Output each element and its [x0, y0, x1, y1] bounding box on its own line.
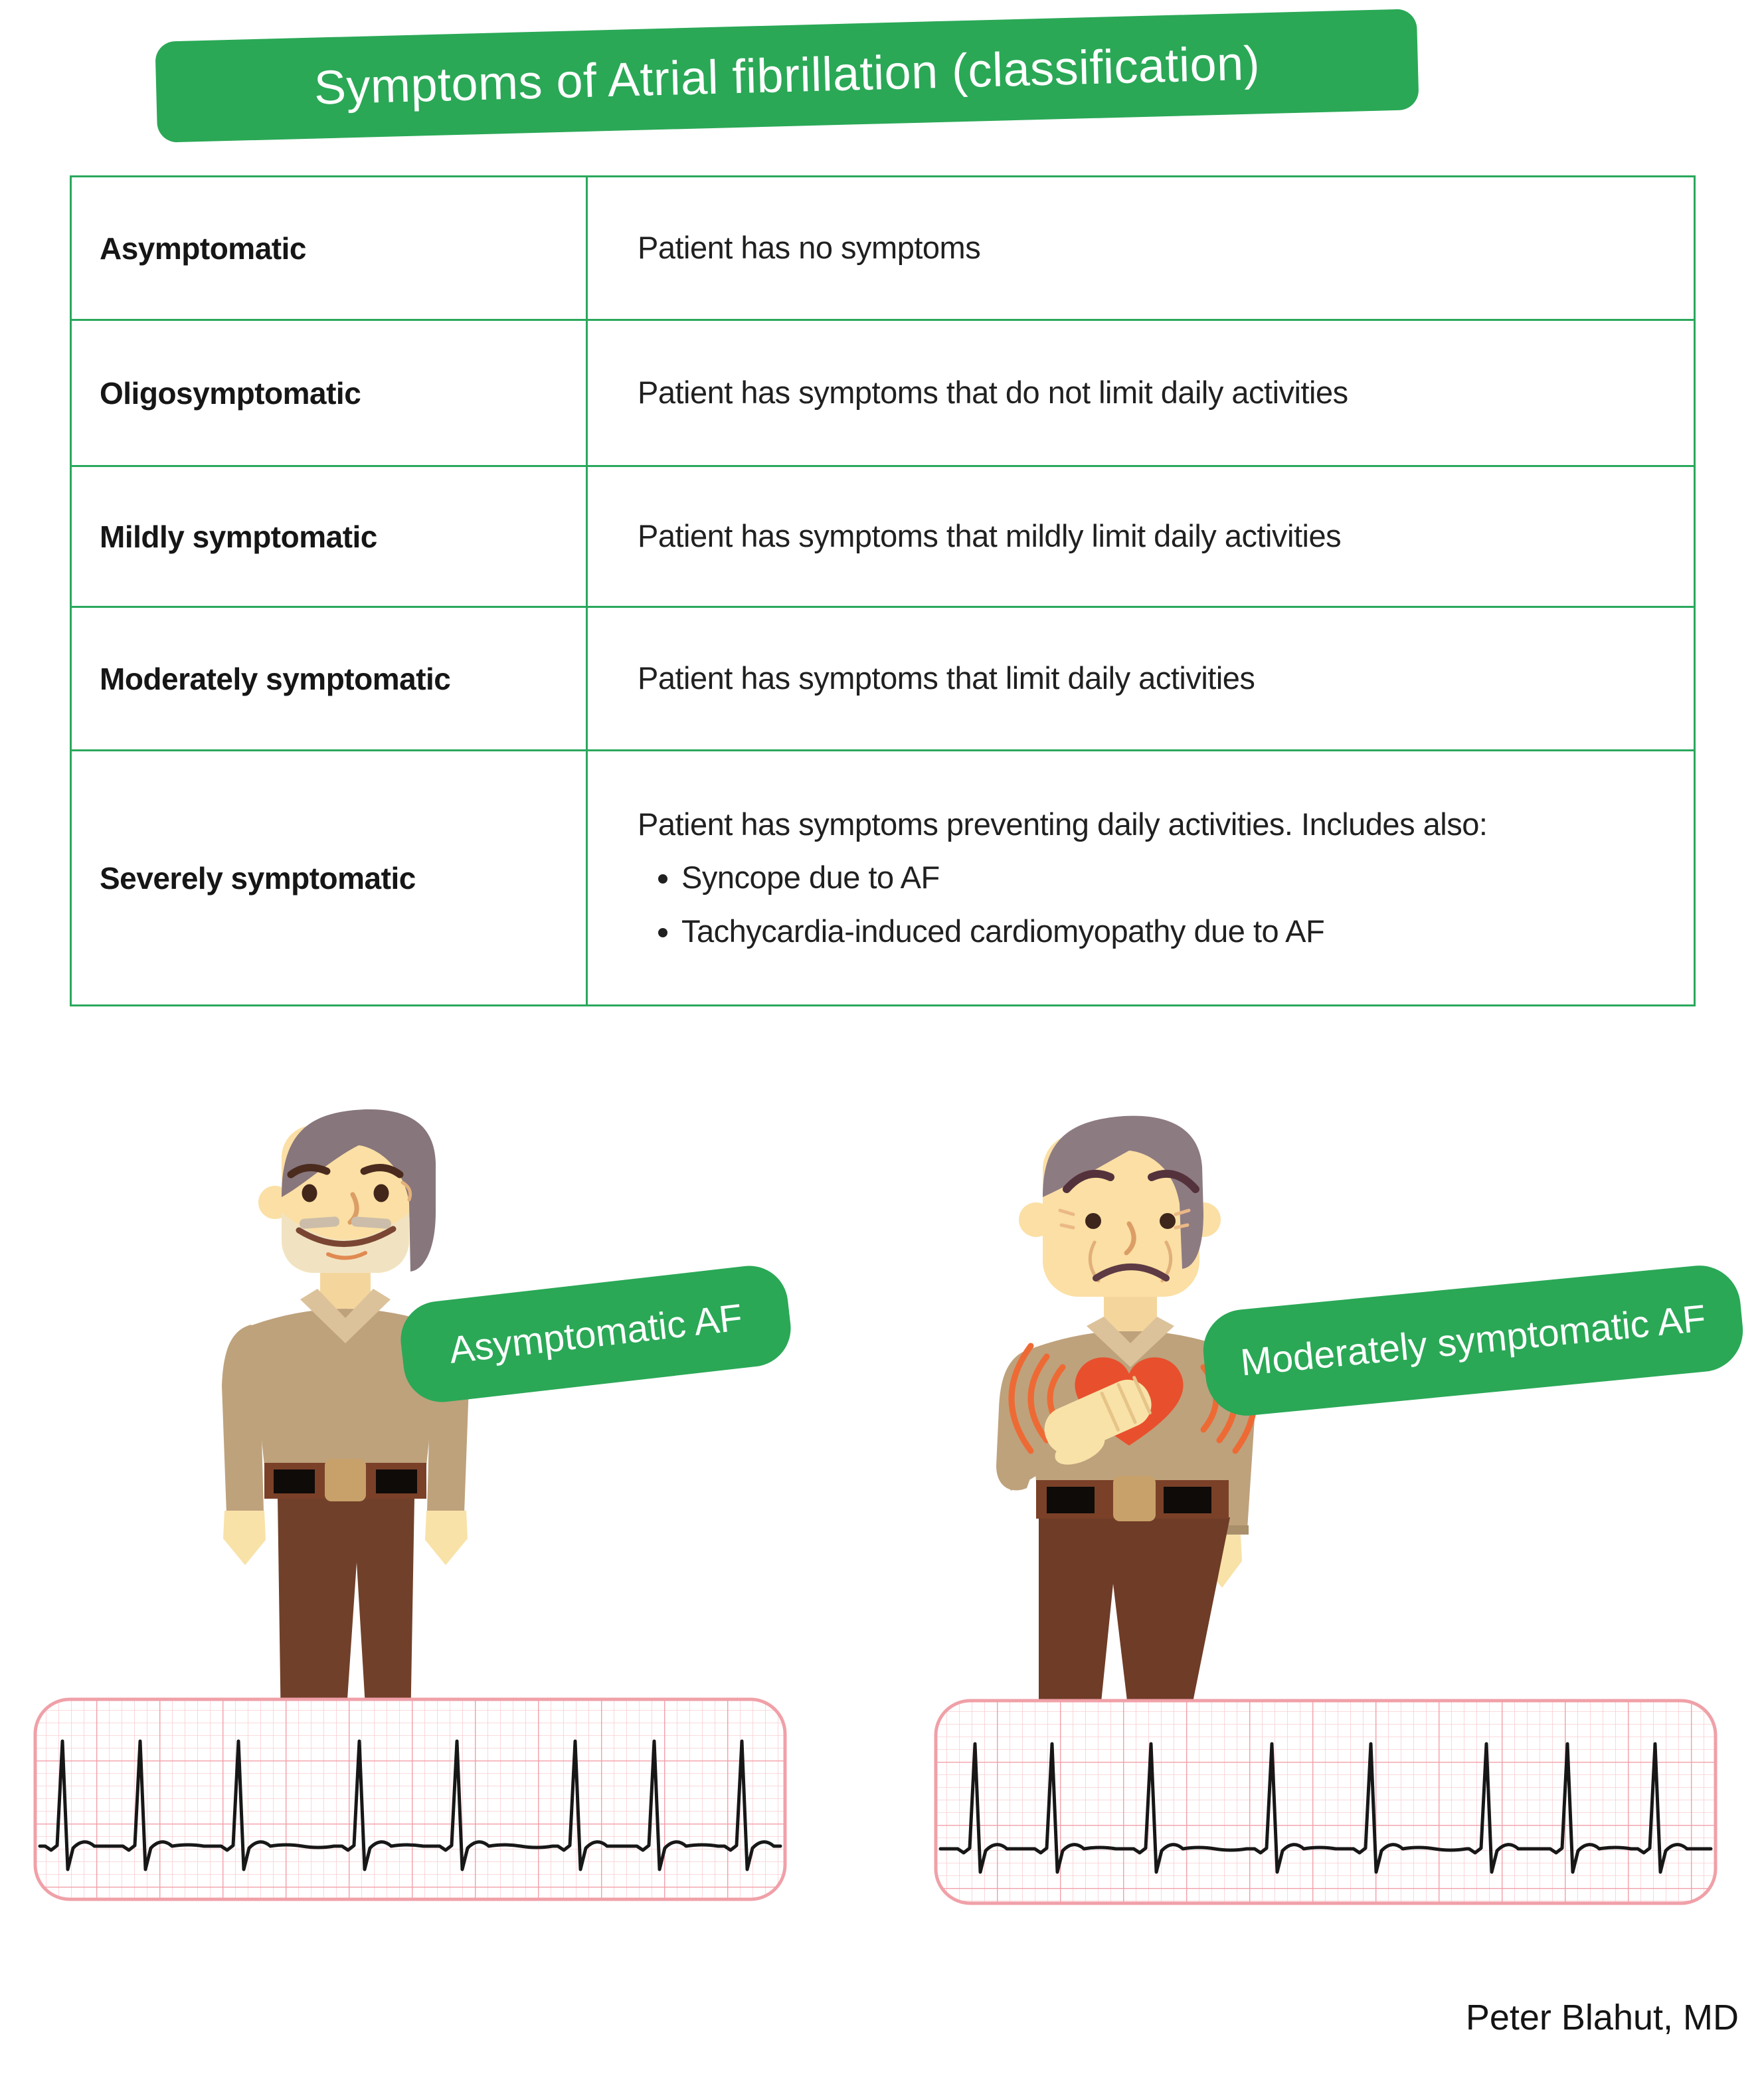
row-label: Oligosymptomatic	[72, 321, 588, 465]
title-banner	[155, 9, 1419, 143]
ecg-strip-left	[33, 1697, 787, 1901]
pants	[1039, 1517, 1230, 1727]
row-description: Patient has symptoms that limit daily activities	[638, 660, 1255, 696]
belt-segment	[274, 1469, 315, 1493]
classification-table	[70, 175, 1696, 1006]
pants	[278, 1497, 414, 1727]
row-label: Mildly symptomatic	[72, 467, 588, 606]
hand	[223, 1511, 266, 1565]
row-label: Moderately symptomatic	[72, 608, 588, 749]
belt-buckle	[325, 1459, 366, 1501]
badge-label: Moderately symptomatic AF	[1238, 1297, 1708, 1384]
symptom-bullet-list	[638, 855, 1487, 953]
eye	[1085, 1213, 1101, 1229]
table-row	[72, 465, 1694, 606]
eye	[1160, 1213, 1176, 1229]
row-label: Asymptomatic	[72, 177, 588, 319]
author-credit: Peter Blahut, MD	[1465, 1998, 1739, 2037]
bullet-item: • Tachycardia-induced cardiomyopathy due to AF	[681, 909, 1487, 954]
badge-label: Asymptomatic AF	[447, 1296, 745, 1372]
belt-buckle	[1113, 1476, 1156, 1521]
belt-segment	[376, 1469, 417, 1493]
ecg-strip-right	[934, 1699, 1718, 1905]
row-label: Severely symptomatic	[72, 751, 588, 1004]
hand	[425, 1511, 468, 1565]
table-row	[72, 177, 1694, 319]
row-description: Patient has no symptoms	[638, 230, 981, 266]
table-row	[72, 606, 1694, 749]
eye	[374, 1184, 389, 1202]
row-description: Patient has symptoms that mildly limit daily activities	[638, 518, 1342, 554]
table-row	[72, 319, 1694, 465]
row-description: Patient has symptoms that do not limit daily activities	[638, 375, 1348, 411]
table-row	[72, 749, 1694, 1004]
belt-segment	[1164, 1487, 1211, 1513]
row-description: Patient has symptoms preventing daily activities. Includes also:	[638, 806, 1488, 842]
page-title: Symptoms of Atrial fibrillation (classification)	[313, 37, 1261, 115]
bullet-item: • Syncope due to AF	[681, 855, 1487, 900]
belt-segment	[1047, 1487, 1095, 1513]
calm-man-illustration	[206, 1089, 485, 1727]
eye	[302, 1184, 317, 1202]
